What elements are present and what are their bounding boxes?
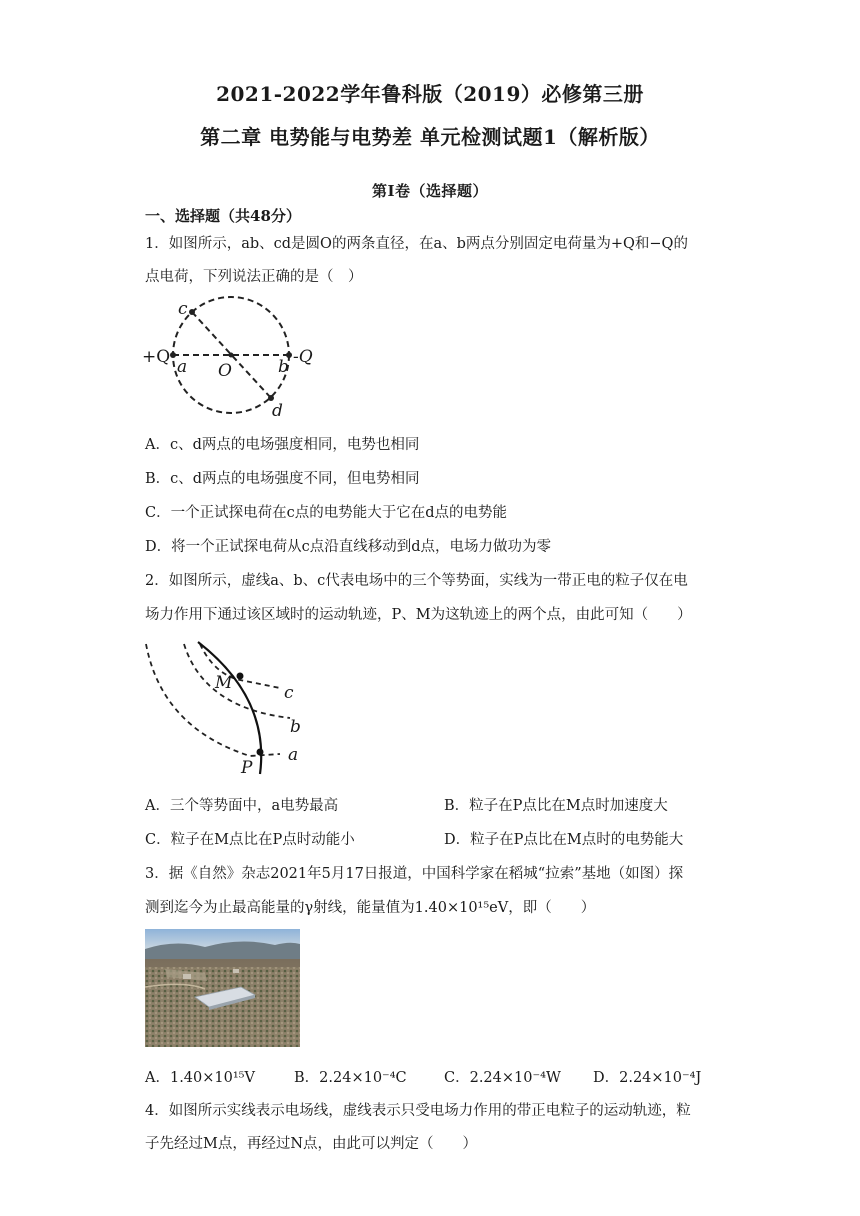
q4-stem-line2: 子先经过M点，再经过N点，由此可以判定（ ） [145,1136,478,1152]
q1-circle-figure [140,292,330,422]
q2-stem-line1: 2．如图所示，虚线a、b、c代表电场中的三个等势面，实线为一带正电的粒子仅在电 [145,573,688,589]
point-m-label: M [215,673,233,693]
point-o-label: O [218,361,232,381]
q1-option-c: C．一个正试探电荷在c点的电势能大于它在d点的电势能 [145,505,507,521]
q3-stem-line1: 3．据《自然》杂志2021年5月17日报道，中国科学家在稻城“拉索”基地（如图）探 [145,866,684,882]
point-b-label: b [278,357,289,377]
section-heading: 一、选择题（共48分） [145,207,301,225]
q2-stem-line2: 场力作用下通过该区域时的运动轨迹，P、M为这轨迹上的两个点，由此可知（ ） [145,607,692,623]
volume-heading: 第Ⅰ卷（选择题） [371,182,489,200]
q2-trajectory-figure [140,638,310,783]
document-title: 2021-2022学年鲁科版（2019）必修第三册 [216,82,644,106]
q4-stem-line1: 4．如图所示实线表示电场线，虚线表示只受电场力作用的带正电粒子的运动轨迹，粒 [145,1103,691,1119]
q1-option-b: B．c、d两点的电场强度不同，但电势相同 [145,471,420,487]
point-d-label: d [272,401,283,421]
q3-option-c: C．2.24×10⁻⁴W [444,1070,561,1086]
document-subtitle: 第二章 电势能与电势差 单元检测试题1（解析版） [200,125,660,149]
minus-q-label: -Q [293,347,313,367]
point-a-label: a [177,357,188,377]
point-c-label: c [178,299,188,319]
q3-option-d: D．2.24×10⁻⁴J [593,1070,702,1086]
q3-option-a: A．1.40×10¹⁵V [145,1070,255,1086]
q2-option-b: B．粒子在P点比在M点时加速度大 [444,798,668,814]
lhaaso-base-photo [145,929,300,1047]
q1-stem-line1: 1．如图所示，ab、cd是圆O的两条直径，在a、b两点分别固定电荷量为+Q和−Q的 [145,236,688,252]
surface-b-label: b [290,717,301,737]
q2-option-c: C．粒子在M点比在P点时动能小 [145,832,355,848]
surface-a-label: a [288,745,299,765]
q2-option-d: D．粒子在P点比在M点时的电势能大 [444,832,684,848]
q1-stem-line2: 点电荷，下列说法正确的是（ ） [145,269,363,285]
point-p-label: P [241,758,253,778]
q1-option-a: A．c、d两点的电场强度相同，电势也相同 [145,437,420,453]
q1-option-d: D．将一个正试探电荷从c点沿直线移动到d点，电场力做功为零 [145,539,552,555]
q3-stem-line2: 测到迄今为止最高能量的γ射线，能量值为1.40×10¹⁵eV，即（ ） [145,900,596,916]
q3-option-b: B．2.24×10⁻⁴C [294,1070,407,1086]
plus-q-label: +Q [142,347,171,367]
q2-option-a: A．三个等势面中，a电势最高 [145,798,339,814]
surface-c-label: c [284,683,294,703]
